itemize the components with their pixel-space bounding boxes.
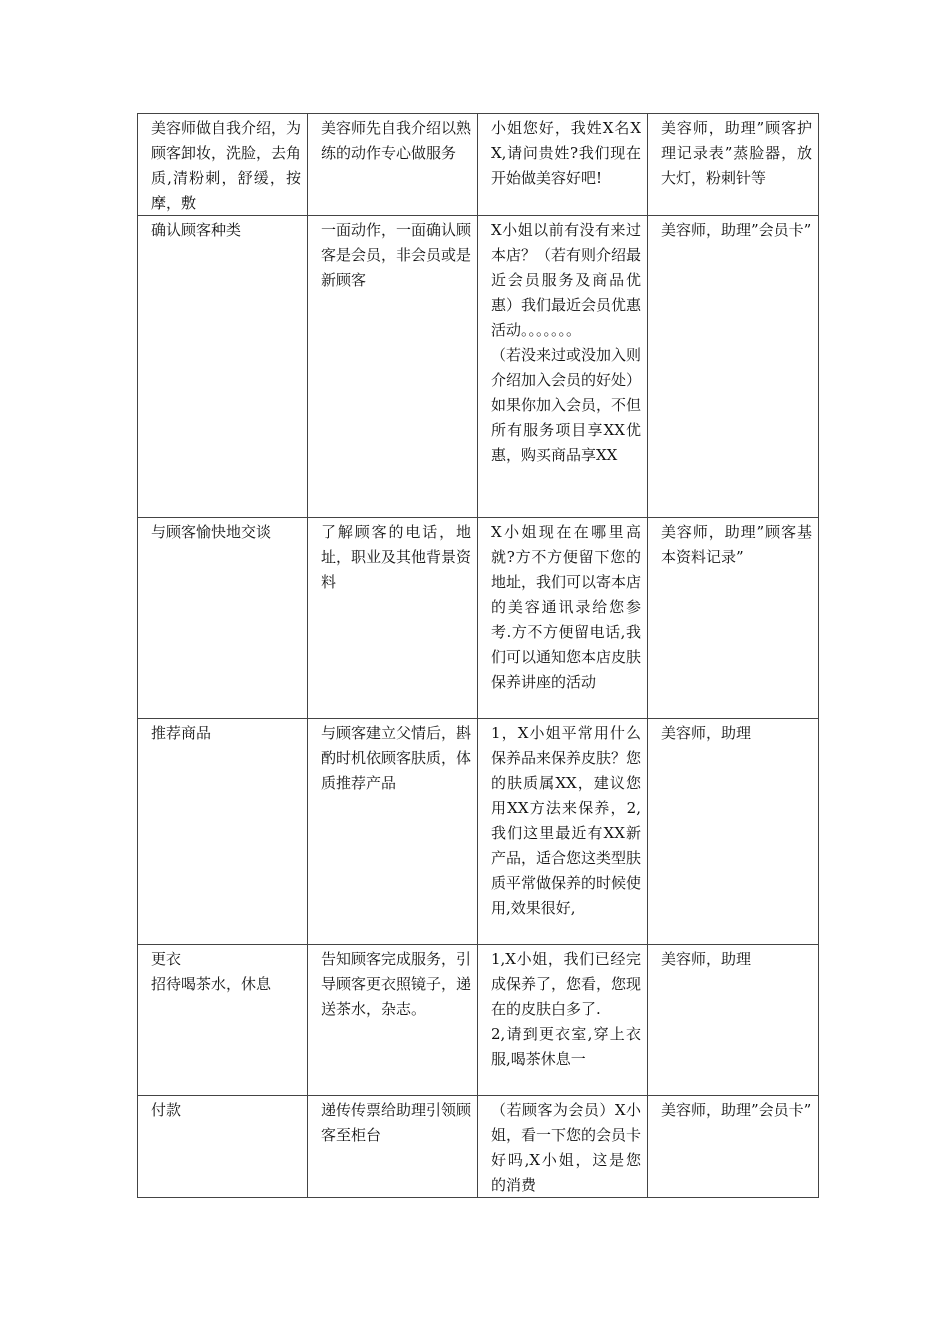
- step-cell: [138, 114, 308, 216]
- action-text: 告知顾客完成服务，引导顾客更衣照镜子，递送茶水，杂志。: [321, 950, 471, 1018]
- action-cell: [308, 1096, 478, 1198]
- staff-cell: [648, 719, 819, 945]
- table-row: [138, 216, 819, 518]
- script-cell: [478, 216, 648, 518]
- step-text: 美容师做自我介绍，为顾客卸妆，洗脸，去角质,清粉刺，舒缓，按摩，敷: [151, 119, 301, 212]
- staff-text: 美容师，助理”顾客基本资料记录”: [661, 523, 812, 566]
- action-text: 递传传票给助理引领顾客至柜台: [321, 1101, 471, 1144]
- step-cell: [138, 1096, 308, 1198]
- staff-text: 美容师，助理: [661, 950, 752, 968]
- table-row: [138, 1096, 819, 1198]
- service-procedure-table: [137, 113, 819, 1198]
- action-cell: [308, 518, 478, 719]
- script-text: X小姐现在在哪里高就?方不方便留下您的地址，我们可以寄本店的美容通讯录给您参考.方不方便留电话,我们可以通知您本店皮肤保养讲座的活动: [491, 523, 641, 691]
- staff-text: 美容师，助理”顾客护理记录表”蒸脸器，放大灯，粉刺针等: [661, 119, 812, 187]
- staff-cell: [648, 1096, 819, 1198]
- action-cell: [308, 719, 478, 945]
- action-text: 与顾客建立父情后，斟酌时机依顾客肤质，体质推荐产品: [321, 724, 471, 792]
- script-cell: [478, 518, 648, 719]
- table-row: [138, 518, 819, 719]
- step-text: 付款: [151, 1101, 182, 1119]
- script-cell: [478, 1096, 648, 1198]
- step-text: 推荐商品: [151, 724, 212, 742]
- staff-cell: [648, 216, 819, 518]
- script-cell: [478, 114, 648, 216]
- staff-cell: [648, 945, 819, 1096]
- step-text-continued: 招待喝茶水，休息: [151, 975, 272, 993]
- table-row: [138, 114, 819, 216]
- step-cell: [138, 518, 308, 719]
- step-cell: [138, 216, 308, 518]
- step-cell: [138, 945, 308, 1096]
- script-text-continued: （若没来过或没加入则介绍加入会员的好处）如果你加入会员，不但所有服务项目享XX优惠，购买商品享XX: [491, 346, 641, 464]
- staff-text: 美容师，助理”会员卡”: [661, 1101, 812, 1119]
- script-text: X小姐以前有没有来过本店？（若有则介绍最近会员服务及商品优惠）我们最近会员优惠活动。。。。。。。: [491, 221, 641, 339]
- step-text: 与顾客愉快地交谈: [151, 523, 272, 541]
- script-cell: [478, 945, 648, 1096]
- script-text: （若顾客为会员）X小姐，看一下您的会员卡好吗,X小姐，这是您的消费: [491, 1101, 641, 1194]
- staff-text: 美容师，助理: [661, 724, 752, 742]
- script-text: 1,X小姐，我们已经完成保养了，您看，您现在的皮肤白多了.: [491, 950, 641, 1018]
- action-cell: [308, 216, 478, 518]
- script-text-continued: 2,请到更衣室,穿上衣服,喝茶休息一: [491, 1025, 641, 1068]
- action-cell: [308, 945, 478, 1096]
- step-cell: [138, 719, 308, 945]
- table-row: [138, 945, 819, 1096]
- staff-cell: [648, 114, 819, 216]
- step-text: 确认顾客种类: [151, 221, 242, 239]
- script-text: 小姐您好，我姓X名XX,请问贵姓?我们现在开始做美容好吧!: [491, 119, 641, 187]
- action-cell: [308, 114, 478, 216]
- action-text: 了解顾客的电话，地址，职业及其他背景资料: [321, 523, 471, 591]
- script-text: 1，X小姐平常用什么保养品来保养皮肤？您的肤质属XX，建议您用XX方法来保养，2,我们这里最近有XX新产品，适合您这类型肤质平常做保养的时候使用,效果很好,: [491, 724, 641, 917]
- action-text: 一面动作，一面确认顾客是会员，非会员或是新顾客: [321, 221, 471, 289]
- table-row: [138, 719, 819, 945]
- step-text: 更衣: [151, 950, 182, 968]
- action-text: 美容师先自我介绍以熟练的动作专心做服务: [321, 119, 471, 162]
- staff-text: 美容师，助理”会员卡”: [661, 221, 812, 239]
- script-cell: [478, 719, 648, 945]
- staff-cell: [648, 518, 819, 719]
